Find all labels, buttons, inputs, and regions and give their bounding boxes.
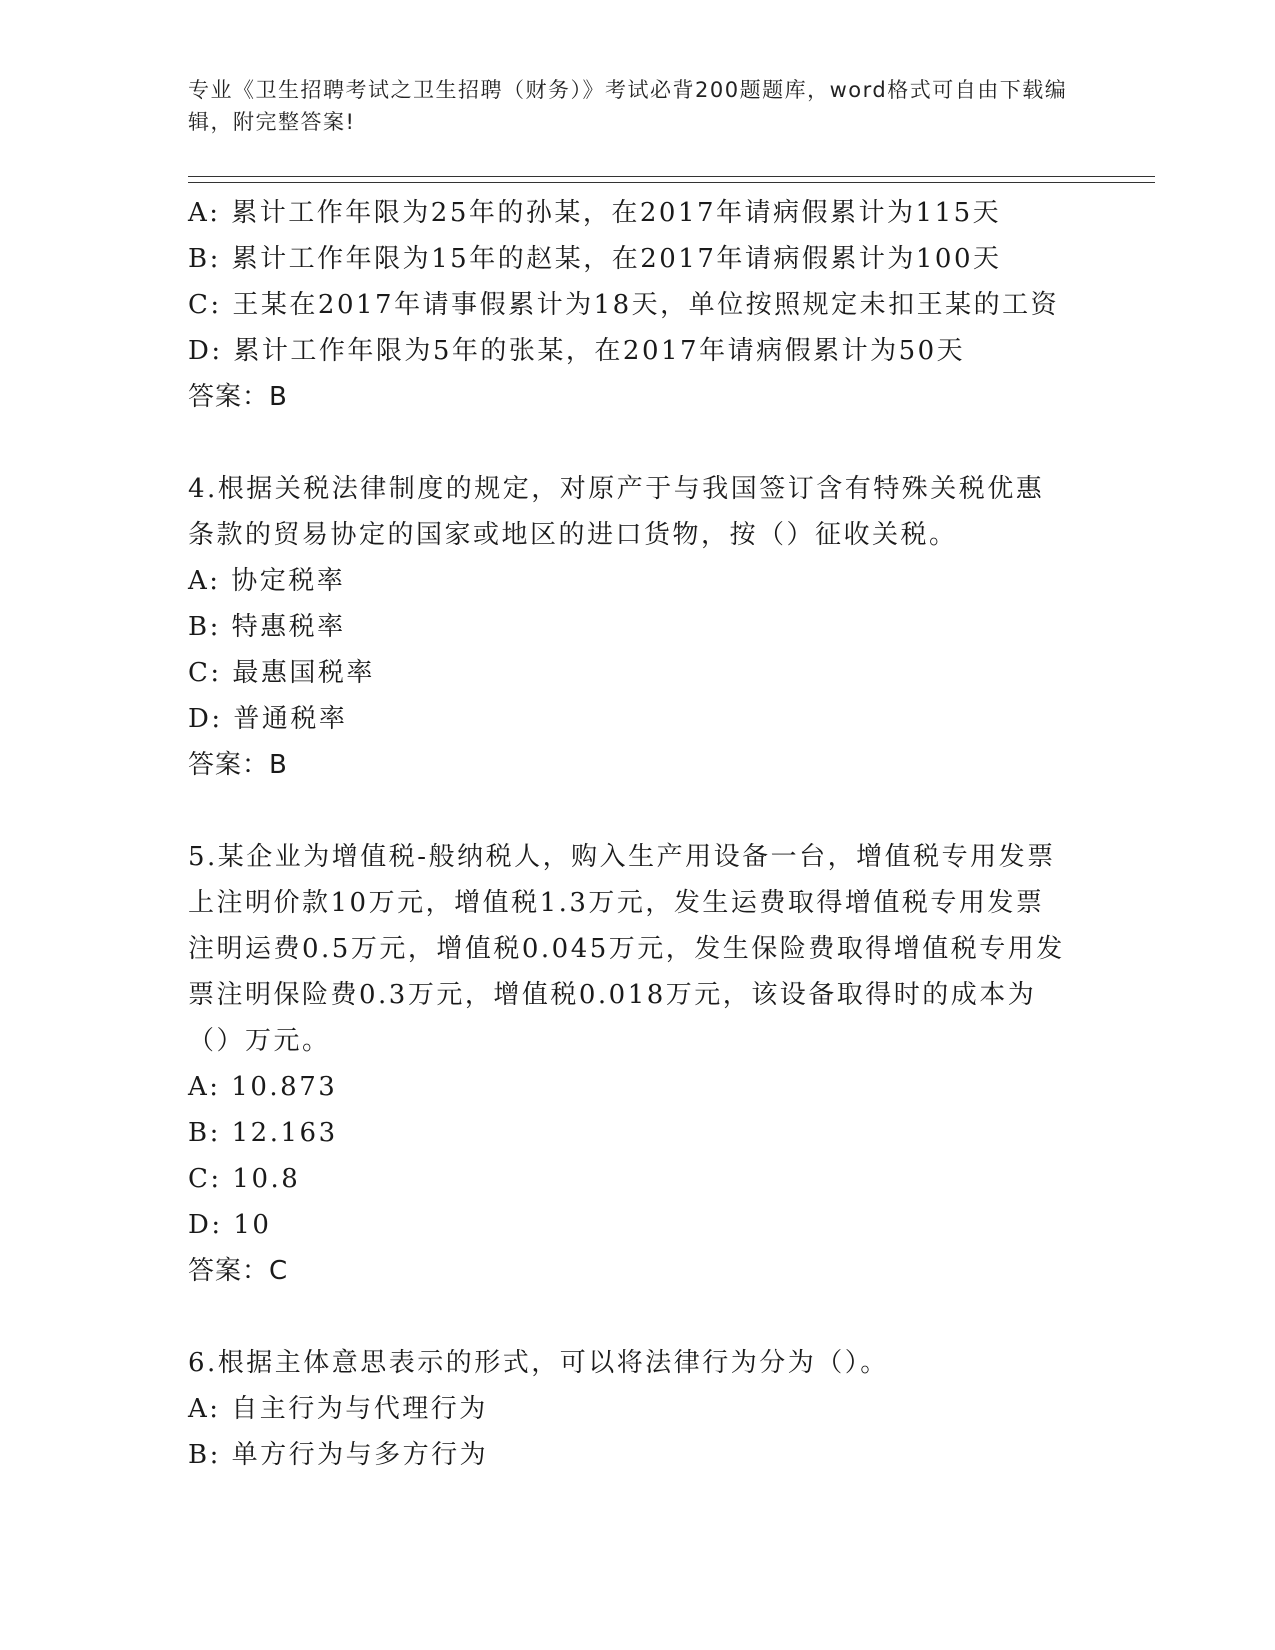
q6-question-text: 6.根据主体意思表示的形式，可以将法律行为分为（）。 xyxy=(188,1348,889,1378)
spacer xyxy=(188,1294,1088,1340)
q4-option-d: D: 普通税率 xyxy=(188,704,348,734)
question-5 xyxy=(188,834,1088,1294)
question-3 xyxy=(188,190,1088,420)
q5-option-d: D: 10 xyxy=(188,1210,272,1240)
q3-option-b: B: 累计工作年限为15年的赵某，在2017年请病假累计为100天 xyxy=(188,244,1002,274)
spacer xyxy=(188,420,1088,466)
q6-option-a: A: 自主行为与代理行为 xyxy=(188,1394,488,1424)
q5-option-b: B: 12.163 xyxy=(188,1118,338,1148)
spacer xyxy=(188,788,1088,834)
q3-option-d: D: 累计工作年限为5年的张某，在2017年请病假累计为50天 xyxy=(188,336,966,366)
header-divider-bottom xyxy=(188,182,1155,183)
q4-option-b: B: 特惠税率 xyxy=(188,612,346,642)
q3-option-a: A: 累计工作年限为25年的孙某，在2017年请病假累计为115天 xyxy=(188,198,1002,228)
q3-answer: 答案：B xyxy=(188,382,288,412)
q3-option-c: C: 王某在2017年请事假累计为18天，单位按照规定未扣王某的工资 xyxy=(188,290,1060,320)
q5-option-c: C: 10.8 xyxy=(188,1164,301,1194)
q4-answer: 答案：B xyxy=(188,750,288,780)
q4-option-a: A: 协定税率 xyxy=(188,566,346,596)
q4-option-c: C: 最惠国税率 xyxy=(188,658,375,688)
q5-answer: 答案：C xyxy=(188,1256,289,1286)
q5-option-a: A: 10.873 xyxy=(188,1072,338,1102)
document-body xyxy=(188,190,1088,1478)
question-6 xyxy=(188,1340,1088,1478)
document-header: 专业《卫生招聘考试之卫生招聘（财务）》考试必背200题题库，word格式可自由下载编辑，附完整答案! xyxy=(188,78,1068,134)
q4-question-text: 4.根据关税法律制度的规定，对原产于与我国签订含有特殊关税优惠条款的贸易协定的国家或地区的进口货物，按（）征收关税。 xyxy=(188,474,1045,550)
question-4 xyxy=(188,466,1088,788)
header-divider-top xyxy=(188,176,1155,177)
q5-question-text: 5.某企业为增值税-般纳税人，购入生产用设备一台，增值税专用发票上注明价款10万元，增值税1.3万元，发生运费取得增值税专用发票注明运费0.5万元，增值税0.045万元，发生保险费取得增值税专用发票注明保险费0.3万元，增值税0.018万元，该设备取得时的成本为（）万元。 xyxy=(188,842,1065,1056)
q6-option-b: B: 单方行为与多方行为 xyxy=(188,1440,489,1470)
